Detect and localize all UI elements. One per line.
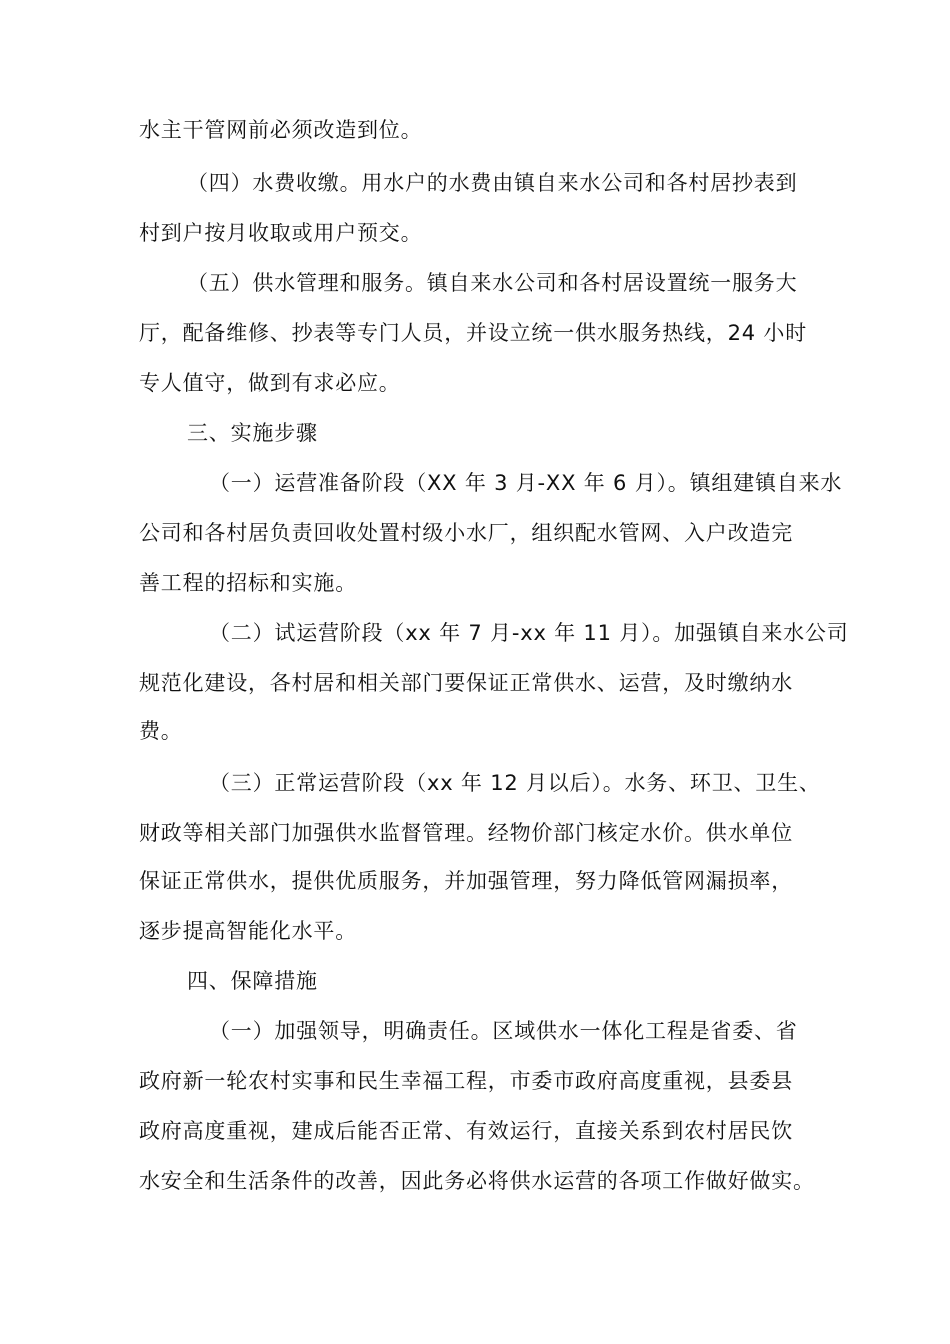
text-line: 村到户按月收取或用户预交。 <box>139 221 423 245</box>
section-heading: 四、保障措施 <box>187 969 318 993</box>
text-line: 逐步提高智能化水平。 <box>139 919 357 943</box>
text-line: 厅，配备维修、抄表等专门人员，并设立统一供水服务热线，24 小时 <box>139 321 807 345</box>
section-heading: 三、实施步骤 <box>187 421 318 445</box>
text-line: （一）加强领导，明确责任。区域供水一体化工程是省委、省 <box>209 1019 798 1043</box>
text-line: （四）水费收缴。用水户的水费由镇自来水公司和各村居抄表到 <box>187 171 798 195</box>
text-line: 政府新一轮农村实事和民生幸福工程，市委市政府高度重视，县委县 <box>139 1069 793 1093</box>
text-line: 财政等相关部门加强供水监督管理。经物价部门核定水价。供水单位 <box>139 821 793 845</box>
text-line: 政府高度重视，建成后能否正常、有效运行，直接关系到农村居民饮 <box>139 1119 793 1143</box>
text-line: （五）供水管理和服务。镇自来水公司和各村居设置统一服务大 <box>187 271 798 295</box>
text-line: （三）正常运营阶段（xx 年 12 月以后）。水务、环卫、卫生、 <box>209 771 821 795</box>
text-line: 专人值守，做到有求必应。 <box>139 371 401 395</box>
text-line: 公司和各村居负责回收处置村级小水厂，组织配水管网、入户改造完 <box>139 521 793 545</box>
text-line: 规范化建设，各村居和相关部门要保证正常供水、运营，及时缴纳水 <box>139 671 793 695</box>
text-line: （二）试运营阶段（xx 年 7 月-xx 年 11 月）。加强镇自来水公司 <box>209 621 849 645</box>
text-line: （一）运营准备阶段（XX 年 3 月-XX 年 6 月）。镇组建镇自来水 <box>209 471 843 495</box>
text-line: 水主干管网前必须改造到位。 <box>139 118 423 142</box>
text-line: 费。 <box>139 719 183 743</box>
text-line: 保证正常供水，提供优质服务，并加强管理，努力降低管网漏损率， <box>139 869 793 893</box>
text-line: 水安全和生活条件的改善，因此务必将供水运营的各项工作做好做实。 <box>139 1169 815 1193</box>
text-line: 善工程的招标和实施。 <box>139 571 357 595</box>
